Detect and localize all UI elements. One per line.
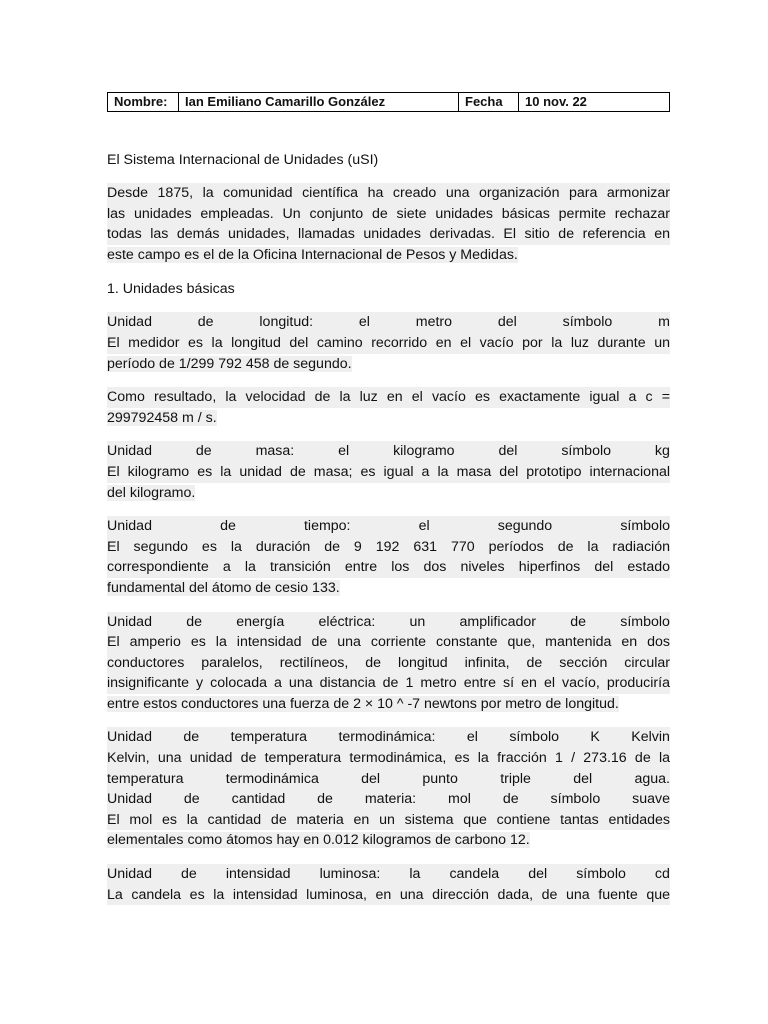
text-line: este campo es el de la Oficina Internacional de Pesos y Medidas. [107,246,518,263]
masa-heading: Unidad de masa: el kilogramo del símbolo kg [107,441,670,462]
luminosa-heading: Unidad de intensidad luminosa: la candela del símbolo cd [107,864,670,885]
text-line: temperatura termodinámica del punto triple del agua. [107,769,670,790]
text-line: insignificante y colocada a una distancia de 1 metro entre sí en el vacío, produciría [107,673,670,694]
text-line: El medidor es la longitud del camino recorrido en el vacío por la luz durante un [107,333,670,354]
resultado-paragraph [107,387,670,428]
intro-paragraph [107,183,670,265]
text-line: Desde 1875, la comunidad científica ha creado una organización para armonizar [107,183,670,204]
section-heading: 1. Unidades básicas [107,281,235,298]
tiempo-paragraph [107,516,670,598]
date-value: 10 nov. 22 [519,93,670,112]
text-line: El amperio es la intensidad de una corriente constante que, mantenida en dos [107,632,670,653]
text-line: entre estos conductores una fuerza de 2 × 10 ^ -7 newtons por metro de longitud. [107,695,619,712]
masa-paragraph [107,441,670,503]
text-line: todas las demás unidades, llamadas unidades derivadas. El sitio de referencia en [107,224,670,245]
energia-paragraph [107,612,670,715]
text-line: correspondiente a la transición entre los dos niveles hiperfinos del estado [107,557,670,578]
tiempo-heading: Unidad de tiempo: el segundo símbolo [107,516,670,537]
cantidad-heading: Unidad de cantidad de materia: mol de símbolo suave [107,789,670,810]
text-line: 299792458 m / s. [107,409,217,426]
document-title: El Sistema Internacional de Unidades (uSI) [107,152,379,168]
longitud-heading: Unidad de longitud: el metro del símbolo m [107,312,670,333]
text-line: La candela es la intensidad luminosa, en una dirección dada, de una fuente que [107,885,670,906]
name-value: Ian Emiliano Camarillo González [179,93,459,112]
text-line: elementales como átomos hay en 0.012 kilogramos de carbono 12. [107,832,530,849]
temperatura-heading: Unidad de temperatura termodinámica: el símbolo K Kelvin [107,727,670,748]
name-label: Nombre: [108,93,179,112]
text-line: Kelvin, una unidad de temperatura termodinámica, es la fracción 1 / 273.16 de la [107,748,670,769]
text-line: El segundo es la duración de 9 192 631 770 períodos de la radiación [107,537,670,558]
text-line: El kilogramo es la unidad de masa; es igual a la masa del prototipo internacional [107,462,670,483]
energia-heading: Unidad de energía eléctrica: un amplificador de símbolo [107,612,670,633]
text-line: Como resultado, la velocidad de la luz en el vacío es exactamente igual a c = [107,387,670,408]
temperatura-paragraph [107,727,670,851]
document-page [107,92,670,905]
header-table [107,92,670,112]
longitud-paragraph [107,312,670,374]
text-line: del kilogramo. [107,484,196,501]
luminosa-paragraph [107,864,670,905]
text-line: período de 1/299 792 458 de segundo. [107,355,352,372]
date-label: Fecha [459,93,519,112]
text-line: las unidades empleadas. Un conjunto de siete unidades básicas permite rechazar [107,204,670,225]
text-line: El mol es la cantidad de materia en un sistema que contiene tantas entidades [107,810,670,831]
text-line: fundamental del átomo de cesio 133. [107,579,340,596]
text-line: conductores paralelos, rectilíneos, de longitud infinita, de sección circular [107,653,670,674]
